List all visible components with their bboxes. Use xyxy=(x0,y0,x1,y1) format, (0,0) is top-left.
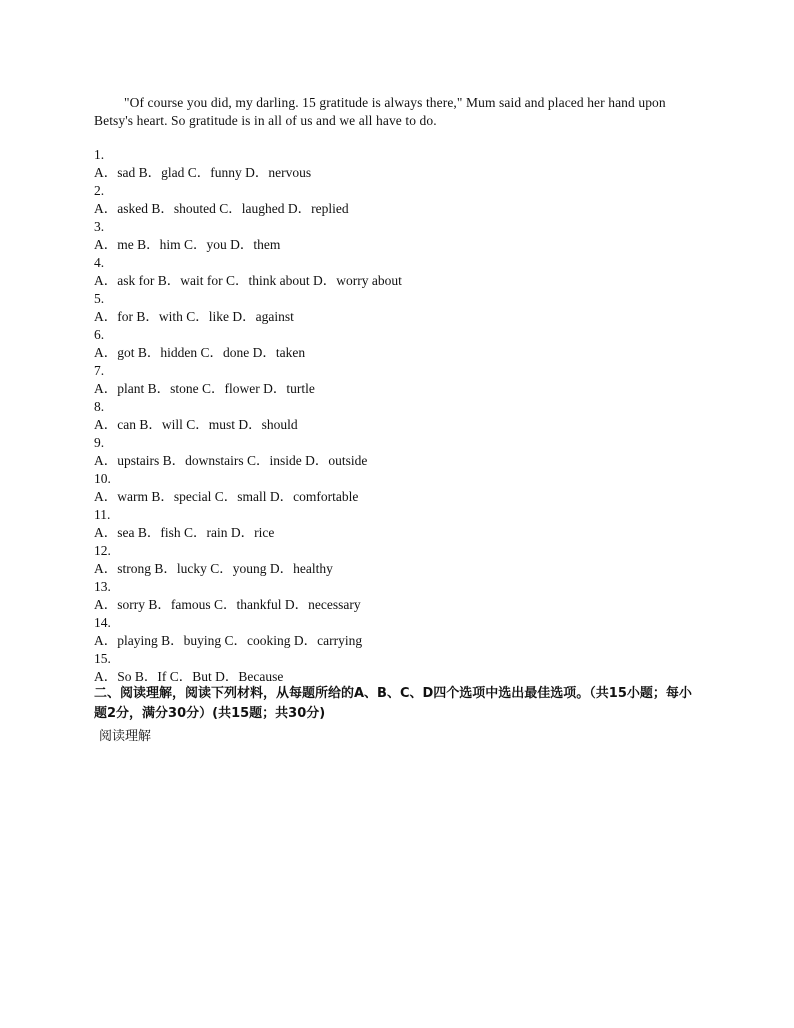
question-options: A．sea B．fish C．rain D．rice xyxy=(94,525,275,540)
question-options: A．upstairs B．downstairs C．inside D．outside xyxy=(94,453,368,468)
question-number: 2. xyxy=(94,183,105,198)
question-item xyxy=(94,398,694,434)
question-item xyxy=(94,146,694,182)
question-number: 9. xyxy=(94,435,105,450)
question-options: A．playing B．buying C．cooking D．carrying xyxy=(94,633,363,648)
question-options: A．strong B．lucky C．young D．healthy xyxy=(94,561,333,576)
section-heading: 二、阅读理解，阅读下列材料，从每题所给的A、B、C、D四个选项中选出最佳选项。（共15小题；每小题2分，满分30分）(共15题；共30分) xyxy=(94,686,692,721)
question-options: A．asked B．shouted C．laughed D．replied xyxy=(94,201,349,216)
question-item xyxy=(94,650,694,686)
question-number: 4. xyxy=(94,255,105,270)
question-number: 7. xyxy=(94,363,105,378)
question-item xyxy=(94,578,694,614)
question-item xyxy=(94,506,694,542)
question-item xyxy=(94,182,694,218)
question-number: 11. xyxy=(94,507,111,522)
passage-paragraph: "Of course you did, my darling. 15 gratitude is always there," Mum said and placed her hand upon Betsy's heart. So gratitude is in all of us and we all have to do. xyxy=(94,95,666,128)
question-number: 15. xyxy=(94,651,111,666)
question-number: 5. xyxy=(94,291,105,306)
question-item xyxy=(94,614,694,650)
question-number: 8. xyxy=(94,399,105,414)
question-options: A．plant B．stone C．flower D．turtle xyxy=(94,381,315,396)
question-number: 14. xyxy=(94,615,111,630)
question-number: 3. xyxy=(94,219,105,234)
question-item xyxy=(94,542,694,578)
question-item xyxy=(94,290,694,326)
section-subheading: 阅读理解 xyxy=(99,729,152,744)
question-item xyxy=(94,434,694,470)
question-options: A．So B．If C．But D．Because xyxy=(94,669,284,684)
question-number: 12. xyxy=(94,543,111,558)
question-options: A．got B．hidden C．done D．taken xyxy=(94,345,306,360)
question-options: A．sad B．glad C．funny D．nervous xyxy=(94,165,312,180)
question-item xyxy=(94,470,694,506)
question-item xyxy=(94,218,694,254)
question-item xyxy=(94,254,694,290)
question-options: A．ask for B．wait for C．think about D．worry about xyxy=(94,273,402,288)
question-list xyxy=(94,146,694,686)
question-item xyxy=(94,326,694,362)
question-number: 13. xyxy=(94,579,111,594)
question-options: A．can B．will C．must D．should xyxy=(94,417,298,432)
question-number: 1. xyxy=(94,147,105,162)
question-options: A．sorry B．famous C．thankful D．necessary xyxy=(94,597,361,612)
question-item xyxy=(94,362,694,398)
question-options: A．for B．with C．like D．against xyxy=(94,309,294,324)
question-options: A．warm B．special C．small D．comfortable xyxy=(94,489,359,504)
question-number: 10. xyxy=(94,471,111,486)
question-options: A．me B．him C．you D．them xyxy=(94,237,281,252)
question-number: 6. xyxy=(94,327,105,342)
